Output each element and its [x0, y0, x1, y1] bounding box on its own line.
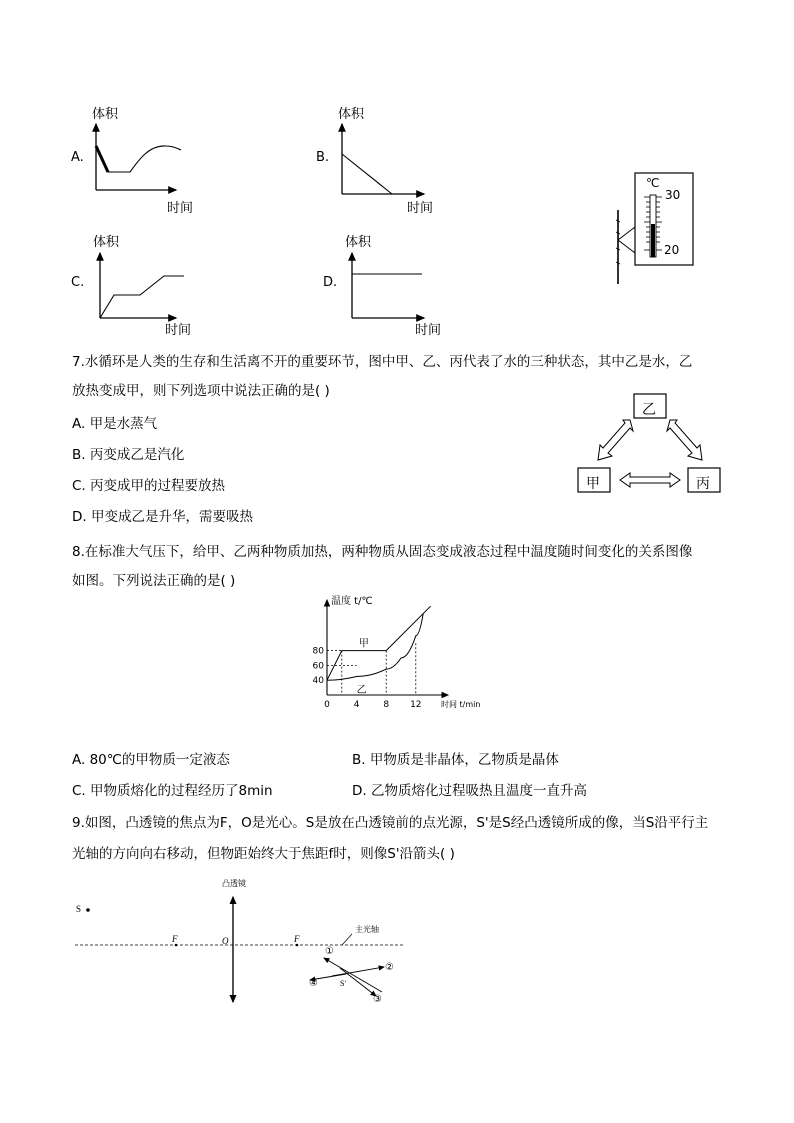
source-label: S	[76, 904, 82, 914]
focus-right-label: F	[294, 934, 300, 944]
q7-option-a[interactable]: A. 甲是水蒸气	[72, 416, 158, 432]
q7-stem-line2: 放热变成甲，则下列选项中说法正确的是( )	[72, 383, 330, 399]
graph-b-x-label: 时间	[407, 201, 434, 216]
lens-label: 凸透镜	[222, 879, 246, 888]
graph-d	[352, 253, 424, 318]
graph-b-y-label: 体积	[338, 107, 365, 122]
series-yi-label: 乙	[356, 685, 367, 697]
focus-left-label: F	[172, 934, 178, 944]
q7-option-d[interactable]: D. 甲变成乙是升华，需要吸热	[72, 509, 253, 525]
state-box-bing: 丙	[696, 476, 710, 492]
arrow-label-1: ①	[325, 946, 334, 957]
q8-stem-line2: 如图。下列说法正确的是( )	[72, 573, 236, 589]
q9-stem-line2: 光轴的方向向右移动，但物距始终大于焦距f时，则像S'沿箭头( )	[72, 846, 455, 862]
y-tick-label: 60	[312, 661, 324, 672]
image-label: S'	[340, 979, 346, 988]
x-tick-label: 8	[383, 700, 390, 710]
thermometer-lower-mark: 20	[664, 243, 680, 257]
x-tick-label: 0	[324, 700, 330, 710]
x-tick-label: 4	[353, 700, 360, 710]
q8-option-c[interactable]: C. 甲物质熔化的过程经历了8min	[72, 783, 273, 799]
q7-stem-line1: 7.水循环是人类的生存和生活离不开的重要环节，图中甲、乙、丙代表了水的三种状态，其中乙是水，乙	[72, 354, 693, 370]
point-source	[86, 908, 90, 912]
q8-option-a[interactable]: A. 80℃的甲物质一定液态	[72, 752, 230, 768]
graph-b	[342, 124, 424, 194]
graph-a	[96, 124, 181, 190]
q7-option-c[interactable]: C. 丙变成甲的过程要放热	[72, 478, 226, 494]
graph-b-option: B.	[316, 150, 330, 165]
graph-c-x-label: 时间	[165, 323, 192, 338]
q8-option-d[interactable]: D. 乙物质熔化过程吸热且温度一直升高	[352, 783, 587, 799]
series-jia-line	[327, 606, 431, 680]
arrow-label-2: ②	[385, 962, 394, 973]
graph-d-y-label: 体积	[345, 235, 372, 250]
graph-c-y-label: 体积	[93, 235, 120, 250]
center-label: O	[222, 936, 229, 946]
axis-label: 主光轴	[355, 925, 379, 934]
y-tick-label: 40	[312, 676, 324, 687]
q8-stem-line1: 8.在标准大气压下，给甲、乙两种物质加热，两种物质从固态变成液态过程中温度随时间变化的关系图像	[72, 544, 693, 560]
x-tick-label: 12	[410, 700, 422, 710]
thermometer-unit: ℃	[646, 176, 660, 190]
q8-option-b[interactable]: B. 甲物质是非晶体，乙物质是晶体	[352, 752, 559, 768]
convex-lens-diagram	[70, 880, 410, 1010]
state-box-jia: 甲	[586, 476, 600, 492]
graph-a-option: A.	[71, 150, 84, 165]
temperature-time-chart	[300, 590, 500, 715]
graph-a-y-label: 体积	[92, 107, 119, 122]
arrow-1-4-line	[324, 958, 382, 992]
thermometer-upper-mark: 30	[665, 188, 681, 202]
graph-c	[100, 253, 184, 318]
arrow-label-3: ③	[373, 994, 382, 1005]
y-tick-label: 80	[312, 646, 324, 657]
state-box-yi: 乙	[642, 402, 656, 418]
q9-stem-line1: 9.如图，凸透镜的焦点为F，O是光心。S是放在凸透镜前的点光源，S'是S经凸透镜所成的像，当S沿平行主	[72, 815, 709, 831]
graph-a-x-label: 时间	[167, 201, 194, 216]
graph-d-option: D.	[323, 275, 338, 290]
series-yi-curve	[327, 614, 423, 681]
y-axis-label: 温度 t/℃	[331, 596, 373, 607]
q7-option-b[interactable]: B. 丙变成乙是汽化	[72, 447, 185, 463]
series-jia-label: 甲	[358, 638, 369, 650]
graph-d-x-label: 时间	[415, 323, 442, 338]
volume-graphs	[0, 95, 560, 340]
x-axis-label: 时间 t/min	[441, 700, 481, 709]
arrow-label-4: ④	[309, 978, 318, 989]
graph-c-option: C.	[71, 275, 85, 290]
